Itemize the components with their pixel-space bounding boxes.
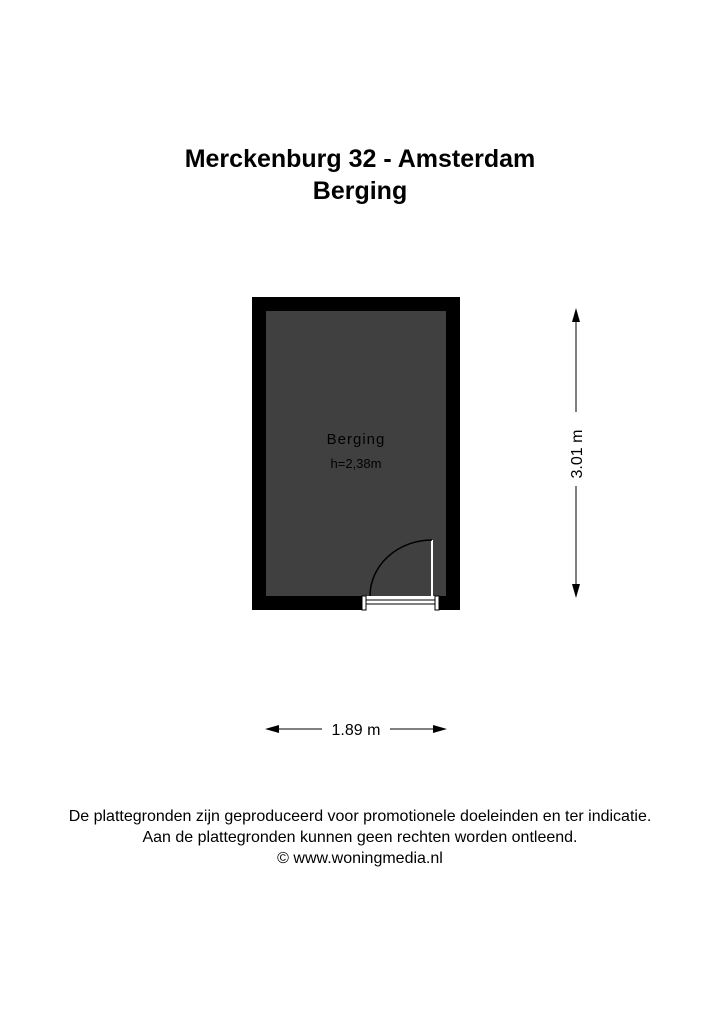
room-name: Berging <box>326 431 386 448</box>
depth-label: 3.01 m <box>569 429 586 479</box>
depth-dimension <box>569 308 586 598</box>
disclaimer-line-1: De plattegronden zijn geproduceerd voor promotionele doeleinden en ter indicatie. <box>68 808 652 825</box>
disclaimer-line-2: Aan de plattegronden kunnen geen rechten worden ontleend. <box>142 829 578 846</box>
room-height: h=2,38m <box>330 456 382 471</box>
room-floor <box>266 311 446 596</box>
arrow-up-icon <box>572 308 580 322</box>
arrow-down-icon <box>572 584 580 598</box>
copyright: © www.woningmedia.nl <box>277 850 443 867</box>
width-label: 1.89 m <box>331 722 381 739</box>
width-dimension <box>265 722 447 739</box>
arrow-left-icon <box>265 725 279 733</box>
page-subtitle: Berging <box>312 177 408 205</box>
arrow-right-icon <box>433 725 447 733</box>
page-title: Merckenburg 32 - Amsterdam <box>184 145 536 173</box>
